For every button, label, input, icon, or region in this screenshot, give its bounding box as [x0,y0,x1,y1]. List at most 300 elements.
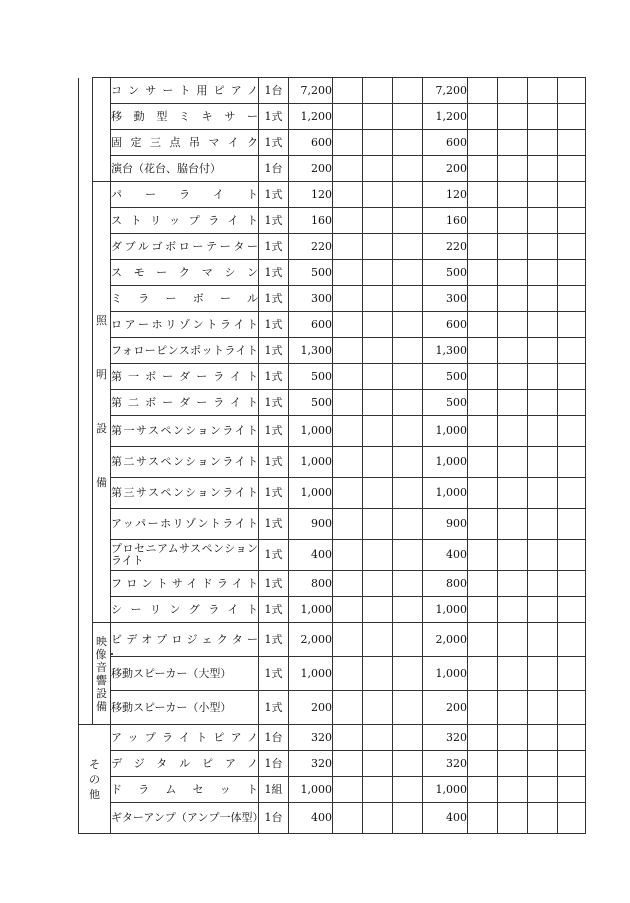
price-cell: 320 [289,751,333,777]
category-label: 照明設備 [96,314,107,489]
blank-cell [558,571,586,597]
blank-cell [333,182,363,208]
blank-cell [498,364,528,390]
price-cell: 400 [289,540,333,571]
blank-cell [393,286,423,312]
blank-cell [333,725,363,751]
price-cell: 500 [289,260,333,286]
blank-cell [333,416,363,447]
blank-cell [558,312,586,338]
unit-cell: 1式 [259,540,289,571]
blank-cell [528,751,558,777]
table-row [79,338,586,364]
blank-cell [468,803,498,834]
blank-cell [468,447,498,478]
blank-cell [558,751,586,777]
blank-cell [333,777,363,803]
blank-cell [468,657,498,691]
blank-cell [498,286,528,312]
blank-cell [393,777,423,803]
blank-cell [363,416,393,447]
category-label: 映像・音響設備 [95,634,118,713]
blank-cell [393,364,423,390]
blank-cell [363,78,393,104]
blank-cell [393,691,423,725]
blank-cell [498,657,528,691]
blank-cell [363,312,393,338]
table-row [79,803,586,834]
blank-cell [558,234,586,260]
blank-cell [363,447,393,478]
table-row [79,540,586,571]
price-cell: 1,000 [289,777,333,803]
blank-cell [528,156,558,182]
total-cell: 500 [423,364,468,390]
blank-cell [333,312,363,338]
total-cell: 400 [423,803,468,834]
blank-cell [393,130,423,156]
blank-cell [558,78,586,104]
price-cell: 220 [289,234,333,260]
blank-cell [393,478,423,509]
total-cell: 1,000 [423,416,468,447]
blank-cell [333,156,363,182]
blank-cell [558,338,586,364]
unit-cell: 1台 [259,803,289,834]
blank-cell [558,260,586,286]
unit-cell: 1台 [259,78,289,104]
blank-cell [468,571,498,597]
blank-cell [528,571,558,597]
blank-cell [393,338,423,364]
blank-cell [468,156,498,182]
price-cell: 120 [289,182,333,208]
total-cell: 1,000 [423,777,468,803]
blank-cell [498,623,528,657]
total-cell: 120 [423,182,468,208]
blank-cell [393,597,423,623]
unit-cell: 1式 [259,478,289,509]
total-cell: 7,200 [423,78,468,104]
blank-cell [558,156,586,182]
blank-cell [363,597,393,623]
blank-cell [528,777,558,803]
blank-cell [393,725,423,751]
blank-cell [558,657,586,691]
price-cell: 1,000 [289,416,333,447]
unit-cell: 1式 [259,208,289,234]
table-row [79,78,586,104]
table-row [79,234,586,260]
blank-cell [558,130,586,156]
price-cell: 600 [289,312,333,338]
table-row [79,156,586,182]
blank-cell [363,623,393,657]
blank-cell [558,803,586,834]
blank-cell [393,803,423,834]
blank-cell [468,208,498,234]
blank-cell [468,540,498,571]
blank-cell [363,657,393,691]
table-row [79,725,586,751]
table-row [79,597,586,623]
blank-cell [498,597,528,623]
blank-cell [393,104,423,130]
blank-cell [528,623,558,657]
blank-cell [393,208,423,234]
blank-cell [363,390,393,416]
table-row [79,657,586,691]
blank-cell [363,130,393,156]
blank-cell [498,777,528,803]
item-name-cell: コンサート用ピアノ [111,78,259,104]
blank-cell [468,390,498,416]
price-cell: 160 [289,208,333,234]
item-name-cell: 第一ボーダーライト [111,364,259,390]
blank-cell [498,691,528,725]
blank-cell [468,312,498,338]
price-cell: 1,000 [289,657,333,691]
blank-cell [468,416,498,447]
blank-cell [528,130,558,156]
price-cell: 500 [289,390,333,416]
price-cell: 1,200 [289,104,333,130]
blank-cell [498,416,528,447]
total-cell: 600 [423,130,468,156]
blank-cell [558,447,586,478]
item-name-cell: ギターアンプ（アンプ一体型） [111,803,259,834]
blank-cell [528,416,558,447]
price-cell: 900 [289,509,333,540]
item-name-cell: 第一サスペンションライト [111,416,259,447]
blank-cell [333,260,363,286]
price-cell: 300 [289,286,333,312]
table-row [79,182,586,208]
blank-cell [363,803,393,834]
price-cell: 200 [289,156,333,182]
unit-cell: 1式 [259,234,289,260]
blank-cell [393,234,423,260]
unit-cell: 1式 [259,447,289,478]
blank-cell [558,390,586,416]
blank-cell [363,208,393,234]
item-name-cell: パーライト [111,182,259,208]
item-name-cell: プロセニアムサスペンションライト [111,540,259,571]
item-name-cell: ダブルゴボローテーター [111,234,259,260]
total-cell: 600 [423,312,468,338]
blank-cell [363,234,393,260]
table-row [79,691,586,725]
unit-cell: 1式 [259,182,289,208]
blank-cell [468,364,498,390]
blank-cell [498,725,528,751]
unit-cell: 1式 [259,130,289,156]
blank-cell [498,260,528,286]
price-cell: 800 [289,571,333,597]
blank-cell [393,447,423,478]
blank-cell [333,78,363,104]
blank-cell [558,509,586,540]
blank-cell [498,478,528,509]
blank-cell [393,390,423,416]
blank-cell [558,416,586,447]
blank-cell [558,364,586,390]
blank-cell [498,104,528,130]
item-name-cell: フォローピンスポットライト [111,338,259,364]
item-name-cell: ミラーボール [111,286,259,312]
unit-cell: 1式 [259,657,289,691]
blank-cell [333,803,363,834]
blank-cell [468,286,498,312]
blank-cell [498,130,528,156]
item-name-cell: 第三サスペンションライト [111,478,259,509]
blank-cell [558,208,586,234]
blank-cell [468,509,498,540]
blank-cell [558,540,586,571]
blank-cell [333,509,363,540]
blank-cell [558,623,586,657]
unit-cell: 1式 [259,364,289,390]
blank-cell [333,540,363,571]
blank-cell [558,182,586,208]
table-row [79,130,586,156]
blank-cell [333,478,363,509]
price-cell: 320 [289,725,333,751]
blank-cell [363,478,393,509]
blank-cell [363,691,393,725]
table-row [79,447,586,478]
blank-cell [333,390,363,416]
blank-cell [393,657,423,691]
unit-cell: 1式 [259,571,289,597]
total-cell: 160 [423,208,468,234]
blank-cell [333,597,363,623]
blank-cell [558,597,586,623]
table-row [79,364,586,390]
blank-cell [333,571,363,597]
unit-cell: 1式 [259,260,289,286]
total-cell: 400 [423,540,468,571]
unit-cell: 1台 [259,156,289,182]
blank-cell [528,338,558,364]
table-row [79,416,586,447]
blank-cell [528,597,558,623]
blank-cell [333,447,363,478]
blank-cell [393,571,423,597]
blank-cell [468,777,498,803]
blank-cell [528,104,558,130]
blank-cell [498,540,528,571]
blank-cell [528,260,558,286]
total-cell: 1,000 [423,478,468,509]
blank-cell [393,260,423,286]
item-name-cell: 移動スピーカー（小型） [111,691,259,725]
item-name-cell: ドラムセット [111,777,259,803]
blank-cell [468,597,498,623]
blank-cell [393,751,423,777]
total-cell: 200 [423,691,468,725]
unit-cell: 1式 [259,597,289,623]
table-row [79,777,586,803]
item-name-cell: アップライトピアノ [111,725,259,751]
unit-cell: 1式 [259,623,289,657]
blank-cell [528,509,558,540]
blank-cell [363,571,393,597]
table-body [79,78,586,834]
unit-cell: 1式 [259,104,289,130]
blank-cell [393,78,423,104]
price-cell: 7,200 [289,78,333,104]
total-cell: 200 [423,156,468,182]
blank-cell [498,751,528,777]
table-row [79,286,586,312]
category-cell [93,78,111,182]
total-cell: 500 [423,260,468,286]
category-label: その他 [89,757,100,801]
table-row [79,208,586,234]
blank-cell [468,725,498,751]
unit-cell: 1式 [259,416,289,447]
blank-cell [498,156,528,182]
price-cell: 1,300 [289,338,333,364]
unit-cell: 1台 [259,751,289,777]
total-cell: 1,300 [423,338,468,364]
category-cell [93,182,111,623]
blank-cell [498,78,528,104]
equipment-fee-table [78,77,586,834]
blank-cell [393,312,423,338]
item-name-cell: スモークマシン [111,260,259,286]
table-row [79,104,586,130]
category-cell [93,623,118,725]
blank-cell [333,234,363,260]
blank-cell [468,130,498,156]
group-margin-cell [79,78,93,725]
blank-cell [363,286,393,312]
blank-cell [363,182,393,208]
blank-cell [498,509,528,540]
blank-cell [333,364,363,390]
total-cell: 1,000 [423,447,468,478]
table-row [79,509,586,540]
total-cell: 320 [423,725,468,751]
price-cell: 600 [289,130,333,156]
unit-cell: 1式 [259,286,289,312]
blank-cell [528,182,558,208]
blank-cell [528,803,558,834]
blank-cell [558,691,586,725]
blank-cell [393,182,423,208]
blank-cell [393,416,423,447]
unit-cell: 1式 [259,312,289,338]
blank-cell [528,390,558,416]
total-cell: 900 [423,509,468,540]
price-cell: 400 [289,803,333,834]
item-name-cell: ロアーホリゾントライト [111,312,259,338]
blank-cell [333,286,363,312]
total-cell: 2,000 [423,623,468,657]
blank-cell [498,803,528,834]
table-row [79,390,586,416]
blank-cell [468,234,498,260]
item-name-cell: 第二サスペンションライト [111,447,259,478]
blank-cell [333,657,363,691]
blank-cell [393,156,423,182]
blank-cell [333,208,363,234]
blank-cell [393,540,423,571]
blank-cell [558,777,586,803]
blank-cell [333,338,363,364]
unit-cell: 1式 [259,338,289,364]
blank-cell [528,364,558,390]
price-cell: 2,000 [289,623,333,657]
blank-cell [498,312,528,338]
item-name-cell: フロントサイドライト [111,571,259,597]
blank-cell [498,182,528,208]
blank-cell [528,725,558,751]
item-name-cell: 移動スピーカー（大型） [111,657,259,691]
blank-cell [363,104,393,130]
blank-cell [393,623,423,657]
table-row [79,751,586,777]
blank-cell [498,338,528,364]
blank-cell [498,208,528,234]
blank-cell [528,208,558,234]
item-name-cell: 移動型ミキサー [111,104,259,130]
blank-cell [528,234,558,260]
table-row [79,260,586,286]
blank-cell [363,751,393,777]
blank-cell [528,478,558,509]
total-cell: 1,200 [423,104,468,130]
blank-cell [333,104,363,130]
total-cell: 320 [423,751,468,777]
item-name-cell: デジタルピアノ [111,751,259,777]
price-cell: 1,000 [289,597,333,623]
price-cell: 500 [289,364,333,390]
blank-cell [468,623,498,657]
total-cell: 500 [423,390,468,416]
price-cell: 1,000 [289,478,333,509]
item-name-cell: ストリップライト [111,208,259,234]
blank-cell [558,478,586,509]
unit-cell: 1組 [259,777,289,803]
blank-cell [363,540,393,571]
price-cell: 1,000 [289,447,333,478]
price-cell: 200 [289,691,333,725]
blank-cell [528,286,558,312]
blank-cell [468,104,498,130]
item-name-cell: 第二ボーダーライト [111,390,259,416]
blank-cell [363,364,393,390]
total-cell: 1,000 [423,657,468,691]
blank-cell [528,312,558,338]
blank-cell [333,623,363,657]
blank-cell [333,130,363,156]
table-row [79,478,586,509]
blank-cell [498,390,528,416]
blank-cell [558,725,586,751]
blank-cell [498,447,528,478]
blank-cell [393,509,423,540]
table-row [79,571,586,597]
blank-cell [528,691,558,725]
table-row [79,623,586,657]
unit-cell: 1台 [259,725,289,751]
blank-cell [363,509,393,540]
category-cell [79,725,111,834]
item-name-cell: 演台（花台、脇台付） [111,156,259,182]
